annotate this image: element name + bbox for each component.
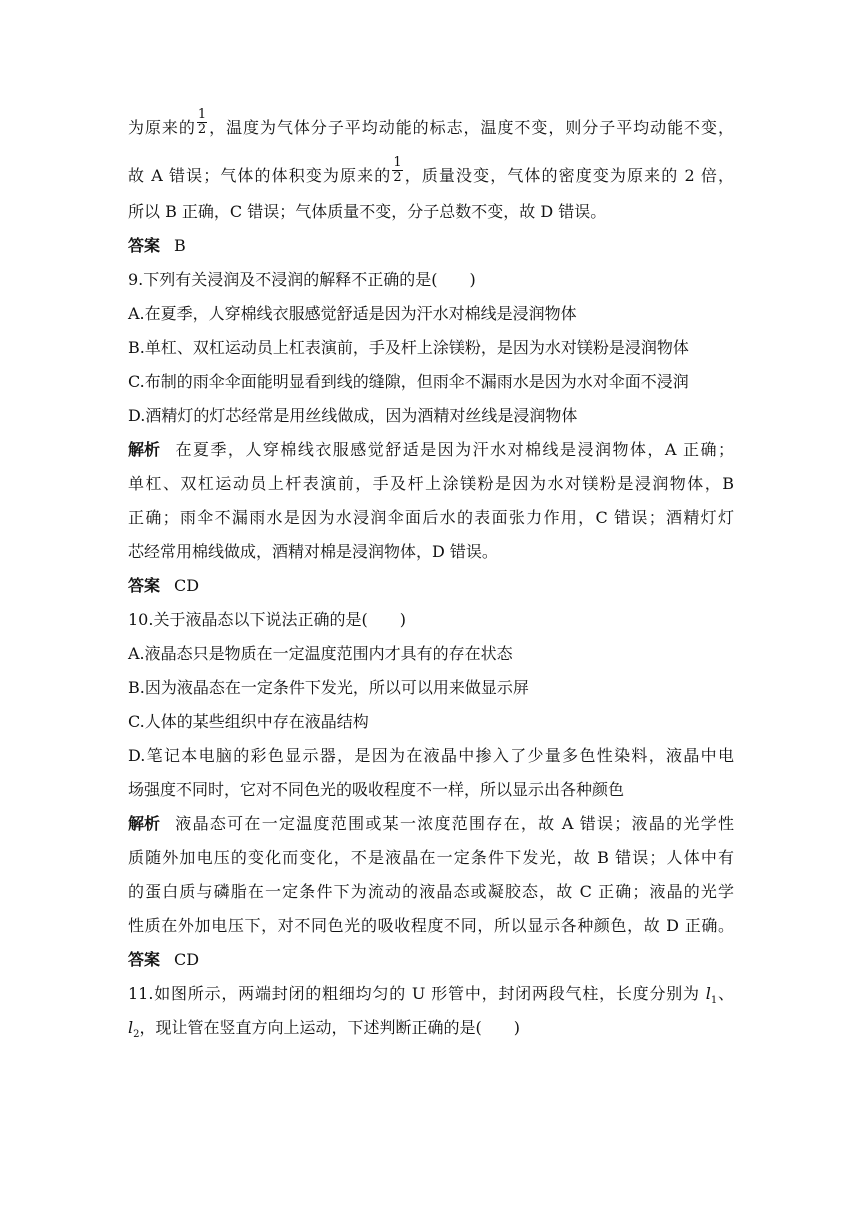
answer-value: CD [174,950,200,969]
answer-line [128,574,199,598]
option-d: D.笔记本电脑的彩色显示器，是因为在液晶中掺入了少量多色性染料，液晶中电 [128,746,734,765]
explanation-line: 为原来的 $\frac{1}{2}$ ，温度为气体分子平均动能的标志，温度不变，则分子平均动能不变， [128,107,734,137]
question-stem: 10.关于液晶态以下说法正确的是( ) [128,610,406,629]
option-d: D.酒精灯的灯芯经常是用丝线做成，因为酒精对丝线是浸润物体 [128,406,578,425]
explanation-line: 的蛋白质与磷脂在一定条件下为流动的液晶态或凝胶态，故 C 正确；液晶的光学 [128,882,734,901]
answer-line [128,948,199,972]
explanation-line: 解析 在夏季，人穿棉线衣服感觉舒适是因为汗水对棉线是浸润物体，A 正确； [128,438,734,462]
answer-value: CD [174,576,200,595]
option-a: A.液晶态只是物质在一定温度范围内才具有的存在状态 [128,644,513,663]
explanation-line: 质随外加电压的变化而变化，不是液晶在一定条件下发光，故 B 错误；人体中有 [128,848,734,867]
explanation-line: 正确；雨伞不漏雨水是因为水浸润伞面后水的表面张力作用，C 错误；酒精灯灯 [128,508,734,527]
option-a: A.在夏季，人穿棉线衣服感觉舒适是因为汗水对棉线是浸润物体 [128,304,577,323]
explanation-label: 解析 [128,814,161,833]
explanation-line: 解析 液晶态可在一定温度范围或某一浓度范围存在，故 A 错误；液晶的光学性 [128,812,734,836]
option-c: C.布制的雨伞伞面能明显看到线的缝隙，但雨伞不漏雨水是因为水对伞面不浸润 [128,372,689,391]
answer-label: 答案 [128,576,161,595]
fraction: $\frac{1}{2}$ [393,155,402,185]
question-stem: 9.下列有关浸润及不浸润的解释不正确的是( ) [128,270,476,289]
answer-label: 答案 [128,950,161,969]
explanation-line: 故 A 错误；气体的体积变为原来的 $\frac{1}{2}$ ，质量没变，气体的密度变为原来的 2 倍， [128,155,734,185]
answer-label: 答案 [128,236,161,255]
explanation-line: 芯经常用棉线做成，酒精对棉是浸润物体，D 错误。 [128,542,498,561]
option-c: C.人体的某些组织中存在液晶结构 [128,712,369,731]
question-stem: 11.如图所示，两端封闭的粗细均匀的 U 形管中，封闭两段气柱，长度分别为 $l_1$、 [128,984,734,1007]
question-stem-continued: $l_2$，现让管在竖直方向上运动，下述判断正确的是( ) [128,1018,520,1041]
option-b: B.因为液晶态在一定条件下发光，所以可以用来做显示屏 [128,678,529,697]
answer-line [128,234,186,258]
explanation-line: 性质在外加电压下，对不同色光的吸收程度不同，所以显示各种颜色，故 D 正确。 [128,916,734,935]
explanation-line: 单杠、双杠运动员上杆表演前，手及杆上涂镁粉是因为水对镁粉是浸润物体，B [128,474,734,493]
fraction: $\frac{1}{2}$ [197,107,207,137]
option-d-continued: 场强度不同时，它对不同色光的吸收程度不一样，所以显示出各种颜色 [128,780,625,799]
option-b: B.单杠、双杠运动员上杠表演前，手及杆上涂镁粉，是因为水对镁粉是浸润物体 [128,338,689,357]
explanation-line: 所以 B 正确，C 错误；气体质量不变，分子总数不变，故 D 错误。 [128,202,607,221]
answer-value: B [174,236,186,255]
explanation-label: 解析 [128,440,161,459]
